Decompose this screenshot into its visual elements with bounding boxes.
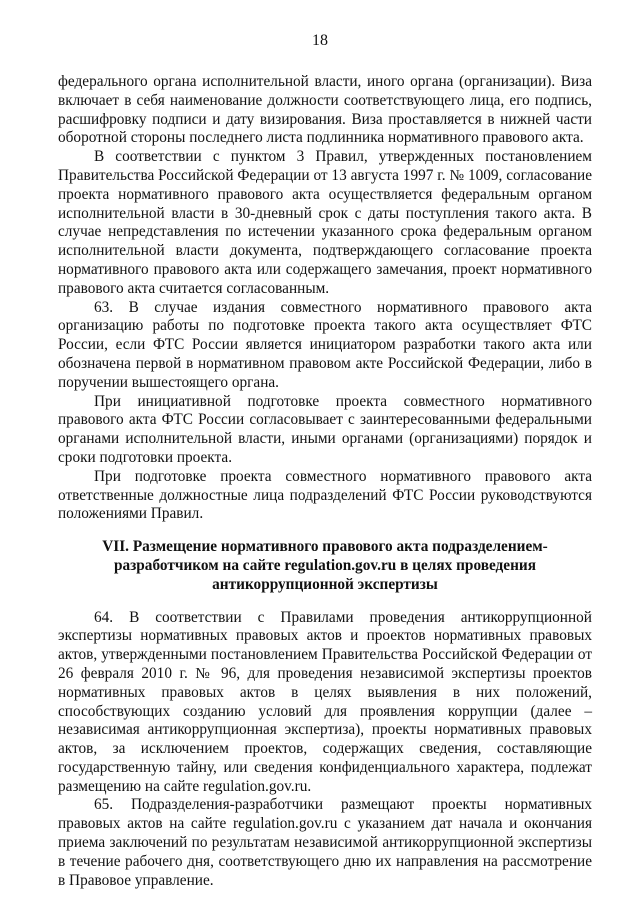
page-number: 18 (312, 32, 328, 49)
paragraph-63: 63. В случае издания совместного нормативного правового акта организацию работы по подготовке проекта такого акта осуществляет ФТС России, если ФТС России является инициатором разработки такого акта или обозначена первой в нормативном правовом акте Российской Федерации, либо в поручении вышестоящего органа. (58, 298, 592, 391)
section-heading-vii: VII. Размещение нормативного правового акта подразделением-разработчиком на сайте regulation.gov.ru в целях проведения антикоррупционной экспертизы (102, 538, 548, 593)
paragraph-initiative-preparation: При инициативной подготовке проекта совместного нормативного правового акта ФТС России согласовывает с заинтересованными федеральными органами исполнительной власти, иными органами (организациями) порядок и сроки подготовки проекта. (58, 392, 592, 466)
paragraph-64: 64. В соответствии с Правилами проведения антикоррупционной экспертизы нормативных правовых актов и проектов нормативных правовых актов, утвержденными постановлением Правительства Российской Федерации от 26 февраля 2010 г. № 96, для проведения независимой экспертизы проектов нормативных правовых актов в целях выявления в них положений, способствующих созданию условий для проявления коррупции (далее – независимая антикоррупционная экспертиза), проекты нормативных правовых актов, за исключением проектов, содержащих сведения, составляющие государственную тайну, или сведения конфиденциального характера, подлежат размещению на сайте regulation.gov.ru. (58, 608, 592, 795)
paragraph-responsible-officials: При подготовке проекта совместного нормативного правового акта ответственные должностные лица подразделений ФТС России руководствуются положениями Правил. (58, 467, 592, 523)
paragraph-continuation: федерального органа исполнительной власти, иного органа (организации). Виза включает в себя наименование должности соответствующего лица, его подпись, расшифровку подписи и дату визирования. Виза проставляется в нижней части оборотной стороны последнего листа подлинника нормативного правового акта. (58, 73, 592, 147)
document-body (58, 73, 592, 890)
paragraph-rule-3-approval: В соответствии с пунктом 3 Правил, утвержденных постановлением Правительства Российской Федерации от 13 августа 1997 г. № 1009, согласование проекта нормативного правового акта осуществляется федеральным органом исполнительной власти в 30-дневный срок с даты поступления такого акта. В случае непредставления по истечении указанного срока федеральным органом исполнительной власти документа, подтверждающего согласование проекта нормативного правового акта или содержащего замечания, проект нормативного правового акта считается согласованным. (58, 148, 592, 297)
paragraph-65: 65. Подразделения-разработчики размещают проекты нормативных правовых актов на сайте regulation.gov.ru с указанием дат начала и окончания приема заключений по результатам независимой антикоррупционной экспертизы в течение рабочего дня, соответствующего дню их направления на рассмотрение в Правовое управление. (58, 796, 592, 889)
